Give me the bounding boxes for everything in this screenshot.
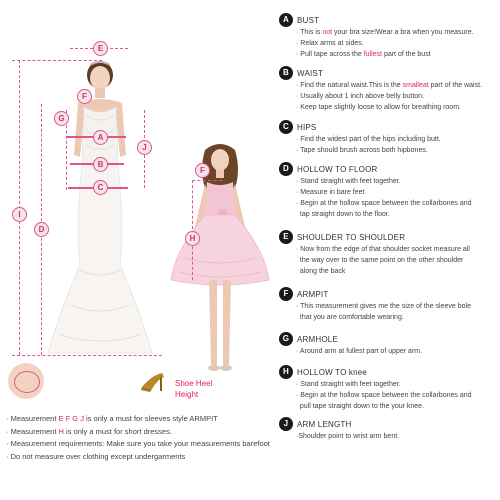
measure-h-badge: H [185, 231, 200, 246]
section-line: · Stand straight with feet together. [296, 381, 401, 388]
section-title: HOLLOW TO FLOOR [297, 164, 378, 174]
section-heading [279, 230, 500, 244]
section-letter-badge: C [279, 120, 293, 134]
section-bust [279, 13, 500, 60]
section-line: · Find the natural waist.This is the smalleat part of the waist. [296, 82, 482, 89]
section-title: ARMHOLE [297, 334, 338, 344]
section-heading [279, 120, 500, 134]
short-dress-figure-illustration [165, 140, 275, 380]
measurement-notes [6, 413, 270, 463]
section-title: HIPS [297, 122, 317, 132]
section-heading [279, 365, 500, 379]
section-line: along the back [296, 268, 346, 275]
section-letter-badge: H [279, 365, 293, 379]
section-letter-badge: G [279, 332, 293, 346]
section-armpit [279, 287, 500, 323]
note-line: · Measurement E F G J is only a must for sleeves style ARMPIT [6, 414, 218, 423]
bride-figure-illustration [40, 55, 160, 355]
section-line: · Keep tape slightly loose to allow for breathing room. [296, 104, 461, 111]
measure-i-bottom [12, 355, 162, 356]
section-line: · Stand straight with feet together. [296, 178, 401, 185]
section-title: ARM LENGTH [297, 419, 352, 429]
measure-f2-badge: F [195, 163, 210, 178]
section-heading [279, 162, 500, 176]
section-title: HOLLOW TO knee [297, 367, 368, 377]
section-line: · Now from the edge of that shoulder socket measure all [296, 246, 470, 253]
section-title: SHOULDER TO SHOULDER [297, 232, 406, 242]
section-letter-badge: J [279, 417, 293, 431]
section-title: ARMPIT [297, 289, 329, 299]
armhole-thumbnail [8, 363, 44, 399]
shoe-heel-illustration [138, 365, 168, 395]
section-letter-badge: A [279, 13, 293, 27]
section-title: WAIST [297, 68, 324, 78]
section-shoulder-to-shoulder [279, 230, 500, 277]
section-line: ·Shoulder point to wrist arm bent. [296, 433, 400, 440]
note-line: · Measurement H is only a must for short dresses. [6, 426, 172, 436]
section-line: · Find the widest part of the hips including butt. [296, 136, 441, 143]
section-letter-badge: F [279, 287, 293, 301]
shoe-heel-label: Shoe Heel Height [175, 379, 213, 399]
section-heading [279, 417, 500, 431]
section-waist [279, 66, 500, 113]
section-title: BUST [297, 15, 320, 25]
section-armhole [279, 332, 500, 357]
section-letter-badge: D [279, 162, 293, 176]
measure-c-badge: C [93, 180, 108, 195]
section-line: · Usually about 1 inch above belly button. [296, 93, 425, 100]
section-line: that you are comfortable wearing. [296, 314, 404, 321]
measure-i-badge: I [12, 207, 27, 222]
measure-b-badge: B [93, 157, 108, 172]
measure-d-badge: D [34, 222, 49, 237]
measure-i-top [12, 60, 102, 61]
measure-g-badge: G [54, 111, 69, 126]
section-line: · Measure in bare feet [296, 189, 365, 196]
section-heading [279, 13, 500, 27]
section-line: · This is not your bra size!Wear a bra when you measure. [296, 29, 474, 36]
section-line: · Pull tape across the fullest part of the bust [296, 51, 431, 58]
note-line: · Measurement requirements: Make sure you take your measurements barefoot [6, 439, 270, 448]
measure-f-badge: F [77, 89, 92, 104]
section-letter-badge: B [279, 66, 293, 80]
section-heading [279, 66, 500, 80]
measurement-figures [0, 0, 275, 405]
section-hollow-to-floor [279, 162, 500, 220]
section-arm-length [279, 417, 500, 442]
section-line: · Begin at the hollow space between the collarbones and [296, 200, 472, 207]
section-line: · Relax arms at sides. [296, 40, 364, 47]
note-line: · Do not measure over clothing except undergarments [6, 451, 186, 461]
section-line: · Begin at the hollow space between the collarbones and [296, 392, 472, 399]
measure-h-top [192, 180, 222, 181]
measure-e-badge: E [93, 41, 108, 56]
section-line: · Around arm at fullest part of upper arm. [296, 348, 423, 355]
section-line: · Tape should brush across both hipbones. [296, 147, 428, 154]
section-heading [279, 332, 500, 346]
section-line: the way over to the same point on the other shoulder [296, 257, 464, 264]
measure-a-badge: A [93, 130, 108, 145]
section-line: tap straight down to the floor. [296, 211, 390, 218]
measure-j-badge: J [137, 140, 152, 155]
section-letter-badge: E [279, 230, 293, 244]
section-hips [279, 120, 500, 156]
measure-h-line [192, 180, 193, 280]
section-line: · This measurement gives me the size of the sleeve bole [296, 303, 471, 310]
section-heading [279, 287, 500, 301]
section-line: pull tape straight down to the your knee. [296, 403, 425, 410]
section-hollow-to-knee [279, 365, 500, 412]
